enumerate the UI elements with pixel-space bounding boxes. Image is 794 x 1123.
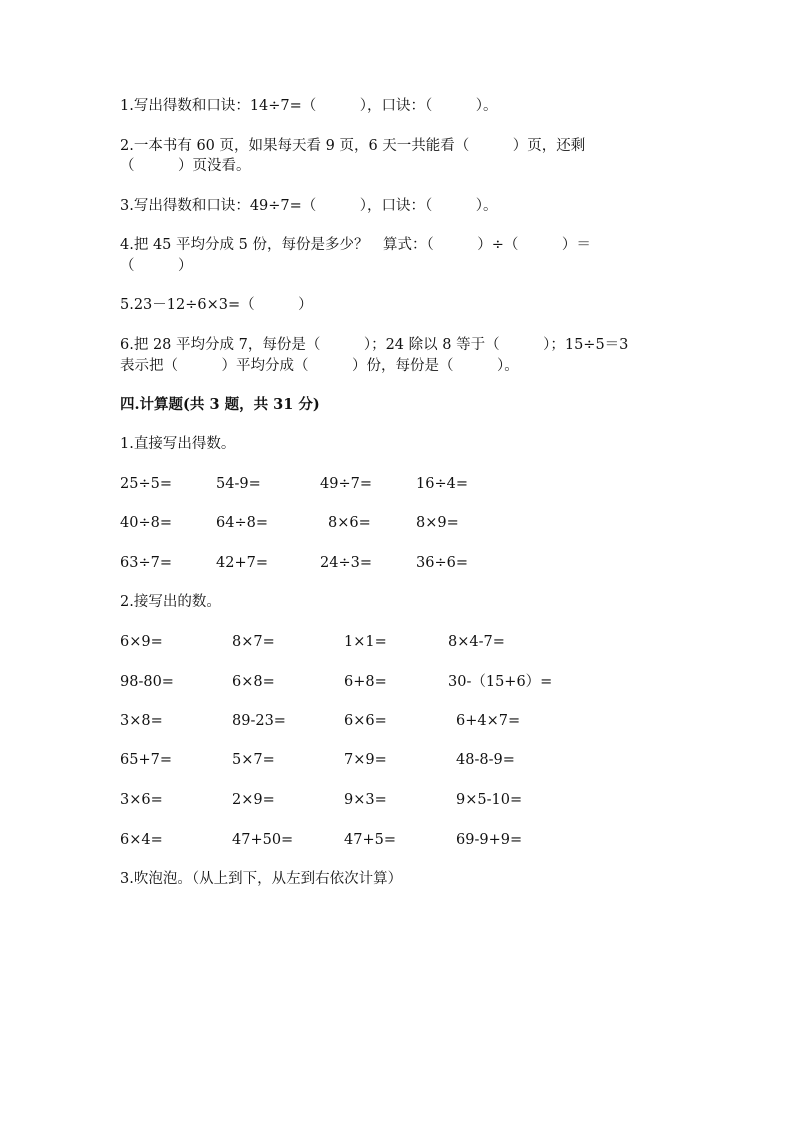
q2-title: 2.接写出的数。: [120, 594, 221, 610]
q2-item: 9×3=: [344, 792, 387, 808]
q1-item: 42+7=: [216, 555, 268, 571]
question-4-line-1: 4.把 45 平均分成 5 份，每份是多少？ 算式：（ ）÷（ ）＝: [120, 237, 591, 253]
q1-title: 1.直接写出得数。: [120, 436, 236, 452]
q2-item: 8×4-7=: [448, 634, 505, 650]
q2-item: 6×8=: [232, 674, 275, 690]
question-5-line-1: 5.23－12÷6×3=（ ）: [120, 297, 313, 313]
q2-item: 5×7=: [232, 752, 275, 768]
q1-item: 36÷6=: [416, 555, 468, 571]
q1-item: 54-9=: [216, 476, 261, 492]
q2-item: 2×9=: [232, 792, 275, 808]
q2-item: 6×6=: [344, 713, 387, 729]
q2-item: 6+4×7=: [456, 713, 521, 729]
q2-item: 3×6=: [120, 792, 163, 808]
question-6-line-1: 6.把 28 平均分成 7，每份是（ ）；24 除以 8 等于（ ）；15÷5＝3: [120, 337, 629, 353]
q2-item: 9×5-10=: [456, 792, 523, 808]
q2-item: 48-8-9=: [456, 752, 515, 768]
question-4-line-2: （ ）: [120, 258, 193, 274]
question-2-line-2: （ ）页没看。: [120, 158, 251, 174]
q2-item: 65+7=: [120, 752, 172, 768]
q1-item: 8×6=: [328, 515, 371, 531]
q1-item: 49÷7=: [320, 476, 372, 492]
q2-item: 3×8=: [120, 713, 163, 729]
q2-item: 1×1=: [344, 634, 387, 650]
q2-item: 47+50=: [232, 832, 294, 848]
q2-item: 89-23=: [232, 713, 286, 729]
q3-title: 3.吹泡泡。（从上到下，从左到右依次计算）: [120, 871, 403, 887]
q2-item: 6+8=: [344, 674, 387, 690]
q1-item: 64÷8=: [216, 515, 268, 531]
q2-item: 47+5=: [344, 832, 396, 848]
q1-item: 63÷7=: [120, 555, 172, 571]
q1-item: 25÷5=: [120, 476, 172, 492]
question-2-line-1: 2.一本书有 60 页，如果每天看 9 页，6 天一共能看（ ）页，还剩: [120, 138, 586, 154]
q2-item: 30-（15+6）=: [448, 674, 553, 690]
q1-item: 24÷3=: [320, 555, 372, 571]
section-title: 四.计算题(共 3 题，共 31 分): [120, 396, 320, 413]
q1-item: 40÷8=: [120, 515, 172, 531]
q2-item: 69-9+9=: [456, 832, 523, 848]
q1-item: 16÷4=: [416, 476, 468, 492]
question-1-line-1: 1.写出得数和口诀：14÷7=（ ），口诀：（ ）。: [120, 98, 498, 114]
q2-item: 98-80=: [120, 674, 174, 690]
q1-item: 8×9=: [416, 515, 459, 531]
q2-item: 8×7=: [232, 634, 275, 650]
q2-item: 7×9=: [344, 752, 387, 768]
question-3-line-1: 3.写出得数和口诀：49÷7=（ ），口诀：（ ）。: [120, 198, 498, 214]
question-6-line-2: 表示把（ ）平均分成（ ）份，每份是（ ）。: [120, 358, 519, 374]
q2-item: 6×4=: [120, 832, 163, 848]
q2-item: 6×9=: [120, 634, 163, 650]
